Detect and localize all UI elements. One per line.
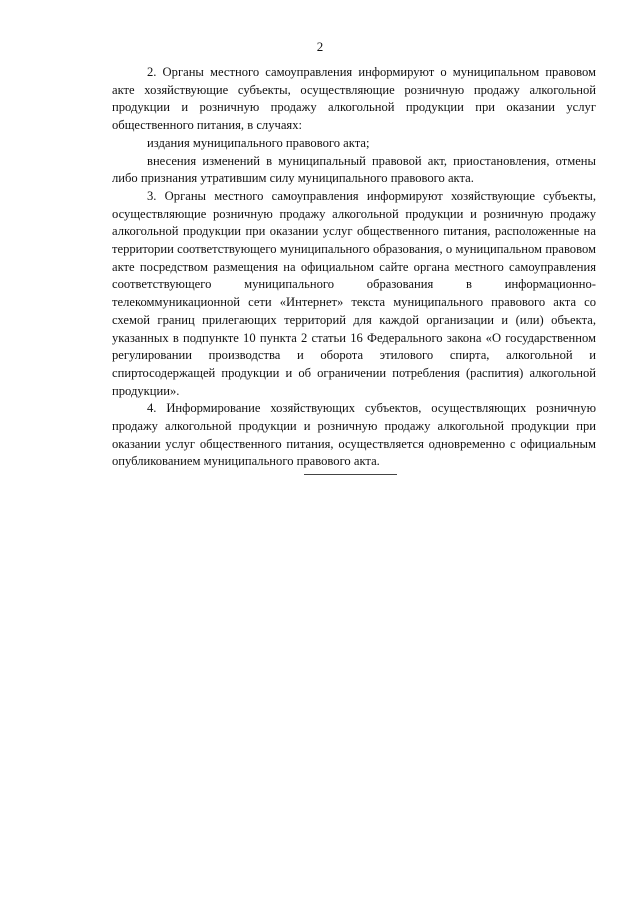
paragraph-2-informing-cases: 2. Органы местного самоуправления информируют о муниципальном правовом акте хозяйствующие субъекты, осуществляющие розничную продажу алкогольной продукции и розничную продажу алкогольной продукции при оказании услуг общественного питания, в случаях: <box>112 65 596 133</box>
paragraph-4-simultaneous-informing: 4. Информирование хозяйствующих субъектов, осуществляющих розничную продажу алкогольной продукции и розничную продажу алкогольной продукции при оказании услуг общественного питания, осуществляется одновременно с официальным опубликованием муниципального правового акта. <box>112 401 596 469</box>
case-item-issuance: издания муниципального правового акта; <box>147 135 370 150</box>
document-body <box>112 64 596 471</box>
end-divider-line <box>304 474 397 475</box>
page-number: 2 <box>316 39 324 54</box>
paragraph-3-publication: 3. Органы местного самоуправления информируют хозяйствующие субъекты, осуществляющие розничную продажу алкогольной продукции и розничную продажу алкогольной продукции при оказании услуг общественного питания, расположенные на территории соответствующего муниципального образования, о муниципальном правовом акте посредством размещения на официальном сайте органа местного самоуправления соответствующего муниципального образования в информационно-телекоммуникационной сети «Интернет» текста муниципального правового акта со схемой границ прилегающих территорий для каждой организации и (или) объекта, указанных в подпункте 10 пункта 2 статьи 16 Федерального закона «О государственном регулировании производства и оборота этилового спирта, алкогольной и спиртосодержащей продукции и об ограничении потребления (распития) алкогольной продукции». <box>112 188 596 398</box>
case-item-amendment: внесения изменений в муниципальный правовой акт, приостановления, отмены либо признания утратившим силу муниципального правового акта. <box>112 153 596 186</box>
